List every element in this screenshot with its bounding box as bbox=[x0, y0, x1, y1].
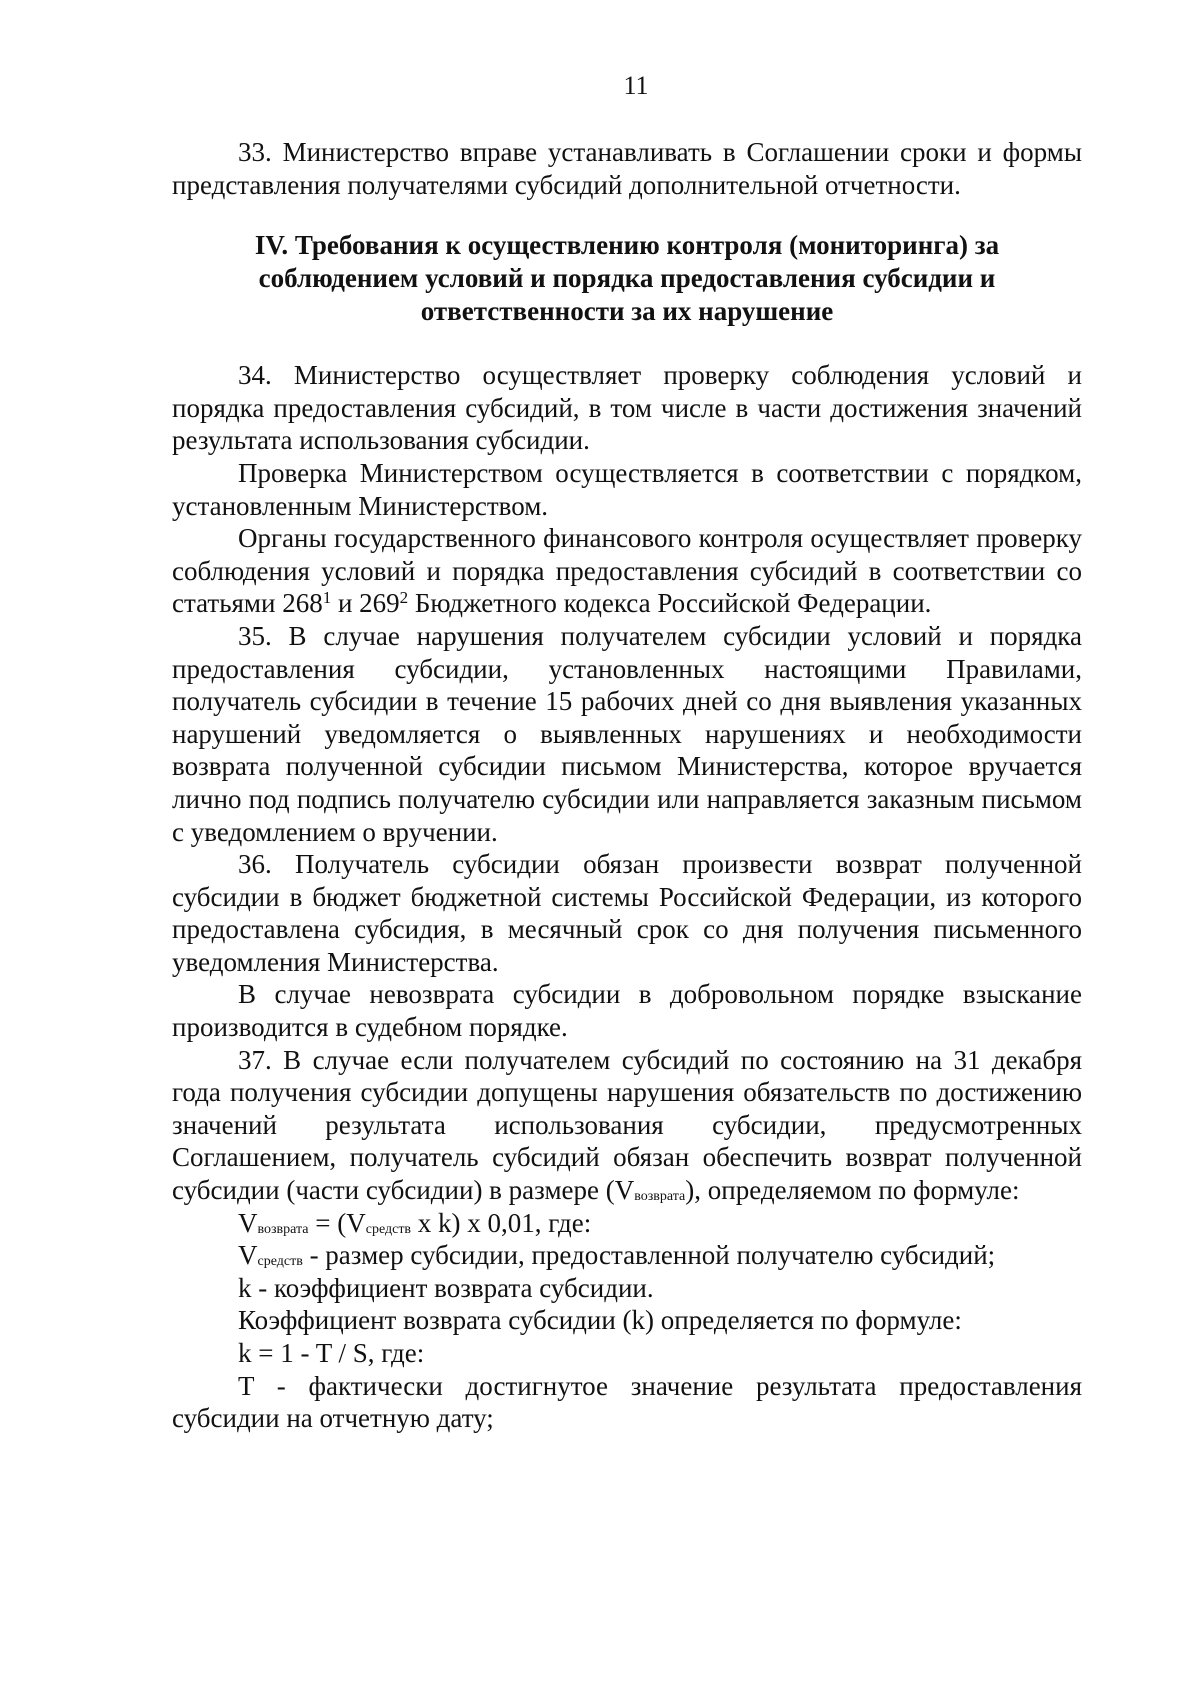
text-run: = (V bbox=[308, 1207, 366, 1238]
paragraph-33: 33. Министерство вправе устанавливать в Соглашении сроки и формы представления получателями субсидий дополнительной отчетности. bbox=[172, 137, 1082, 200]
text-run: x k) x 0,01, где: bbox=[411, 1207, 592, 1238]
definition-k: k - коэффициент возврата субсидии. bbox=[238, 1272, 654, 1303]
subscript: средств bbox=[365, 1221, 412, 1237]
text-run: 37. В случае если получателем субсидий по состоянию на 31 декабря года получения субсидии допущены нарушения обязательств по достижению значений результата использования субсидии, предусмотренных Соглашением, получатель субсидий обязан обеспечить возврат полученной субсидии (части субсидии) в размере (V bbox=[172, 1044, 1082, 1206]
definition-v-funds bbox=[172, 1239, 1082, 1272]
paragraph-37 bbox=[172, 1044, 1082, 1207]
formula-k: k = 1 - T / S, где: bbox=[238, 1338, 425, 1368]
subscript: возврата bbox=[634, 1189, 686, 1205]
subscript: средств bbox=[257, 1254, 303, 1270]
text-run: Органы государственного финансового контроля осуществляет проверку соблюдения условий и порядка предоставления субсидий в соответствии со статьями 268 bbox=[172, 523, 1082, 619]
text-run: - размер субсидии, предоставленной получателю субсидий; bbox=[302, 1240, 996, 1271]
paragraph-34-organs bbox=[172, 522, 1082, 620]
page-number: 11 bbox=[623, 71, 649, 100]
text-run: V bbox=[238, 1207, 258, 1238]
text-run: V bbox=[238, 1240, 258, 1271]
paragraph-36-court: В случае невозврата субсидии в добровольном порядке взыскание производится в судебном порядке. bbox=[172, 979, 1082, 1043]
document-page bbox=[172, 70, 1082, 1435]
definition-t: T - фактически достигнутое значение результата предоставления субсидии на отчетную дату; bbox=[172, 1370, 1082, 1434]
k-formula-intro: Коэффициент возврата субсидии (k) определяется по формуле: bbox=[238, 1305, 962, 1336]
paragraph-34: 34. Министерство осуществляет проверку соблюдения условий и порядка предоставления субсидий, в том числе в части достижения значений результата использования субсидии. bbox=[172, 360, 1082, 456]
section-heading bbox=[180, 229, 1074, 328]
superscript: 1 bbox=[322, 588, 332, 608]
paragraph-34-check: Проверка Министерством осуществляется в соответствии с порядком, установленным Министерством. bbox=[172, 457, 1082, 521]
text-run: Бюджетного кодекса Российской Федерации. bbox=[408, 588, 932, 619]
text-run: ), определяемом по формуле: bbox=[685, 1175, 1020, 1206]
paragraph-36: 36. Получатель субсидии обязан произвести возврат полученной субсидии в бюджет бюджетной системы Российской Федерации, из которого предоставлена субсидия, в месячный срок со дня получения письменного уведомления Министерства. bbox=[172, 849, 1082, 977]
formula-v-return bbox=[172, 1207, 1082, 1240]
section-heading-line: IV. Требования к осуществлению контроля (мониторинга) за bbox=[254, 230, 1000, 261]
subscript: возврата bbox=[257, 1221, 309, 1237]
superscript: 2 bbox=[399, 588, 409, 608]
paragraph-35: 35. В случае нарушения получателем субсидии условий и порядка предоставления субсидии, установленных настоящими Правилами, получатель субсидии в течение 15 рабочих дней со дня выявления указанных нарушений уведомляется о выявленных нарушениях и необходимости возврата полученной субсидии письмом Министерства, которое вручается лично под подпись получателю субсидии или направляется заказным письмом с уведомлением о вручении. bbox=[172, 620, 1082, 847]
text-run: и 269 bbox=[331, 588, 400, 619]
section-heading-line: соблюдением условий и порядка предоставления субсидии и bbox=[258, 263, 996, 294]
section-heading-line: ответственности за их нарушение bbox=[420, 296, 834, 327]
